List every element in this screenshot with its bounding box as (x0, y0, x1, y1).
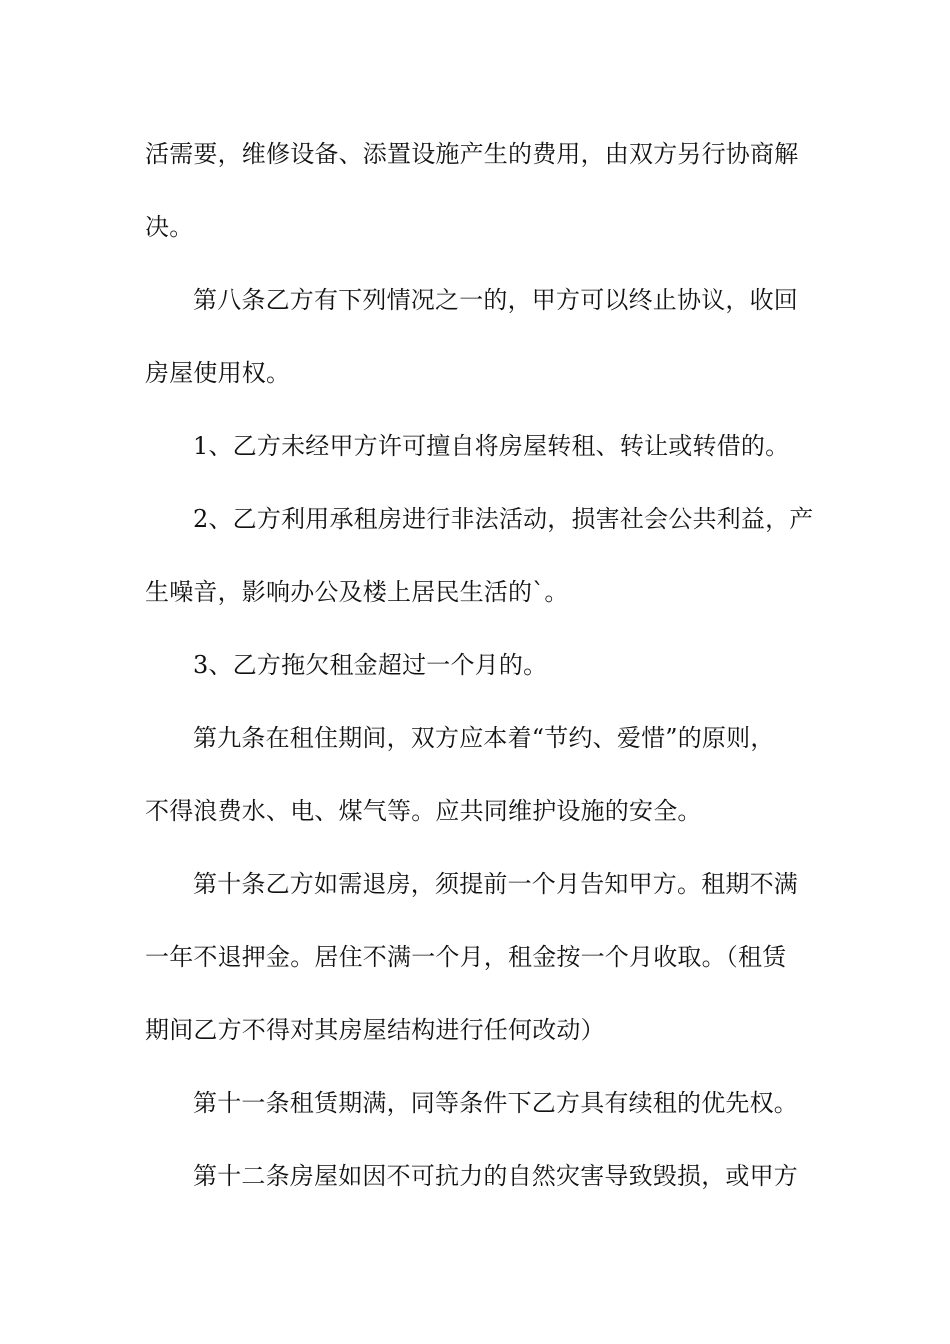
clause-10-heading: 第十条乙方如需退房，须提前一个月告知甲方。租期不满 (193, 870, 798, 898)
text-line: 期间乙方不得对其房屋结构进行任何改动） (145, 1016, 605, 1044)
text-line: 一年不退押金。居住不满一个月，租金按一个月收取。（租赁 (145, 943, 787, 971)
clause-8-heading: 第八条乙方有下列情况之一的，甲方可以终止协议，收回 (193, 286, 798, 314)
text-line: 房屋使用权。 (145, 359, 291, 387)
clause-11-heading: 第十一条租赁期满，同等条件下乙方具有续租的优先权。 (193, 1089, 798, 1117)
list-item-3: 3、乙方拖欠租金超过一个月的。 (193, 651, 548, 679)
text-line: 决。 (145, 213, 194, 241)
clause-9-heading: 第九条在租住期间，双方应本着“节约、爱惜”的原则， (193, 724, 775, 752)
text-line: 生噪音，影响办公及楼上居民生活的`。 (145, 578, 569, 606)
text-line: 活需要，维修设备、添置设施产生的费用，由双方另行协商解 (145, 140, 799, 168)
list-item-2: 2、乙方利用承租房进行非法活动，损害社会公共利益，产 (193, 505, 814, 533)
list-item-1: 1、乙方未经甲方许可擅自将房屋转租、转让或转借的。 (193, 432, 790, 460)
clause-12-heading: 第十二条房屋如因不可抗力的自然灾害导致毁损，或甲方 (193, 1162, 798, 1190)
text-line: 不得浪费水、电、煤气等。应共同维护设施的安全。 (145, 797, 702, 825)
